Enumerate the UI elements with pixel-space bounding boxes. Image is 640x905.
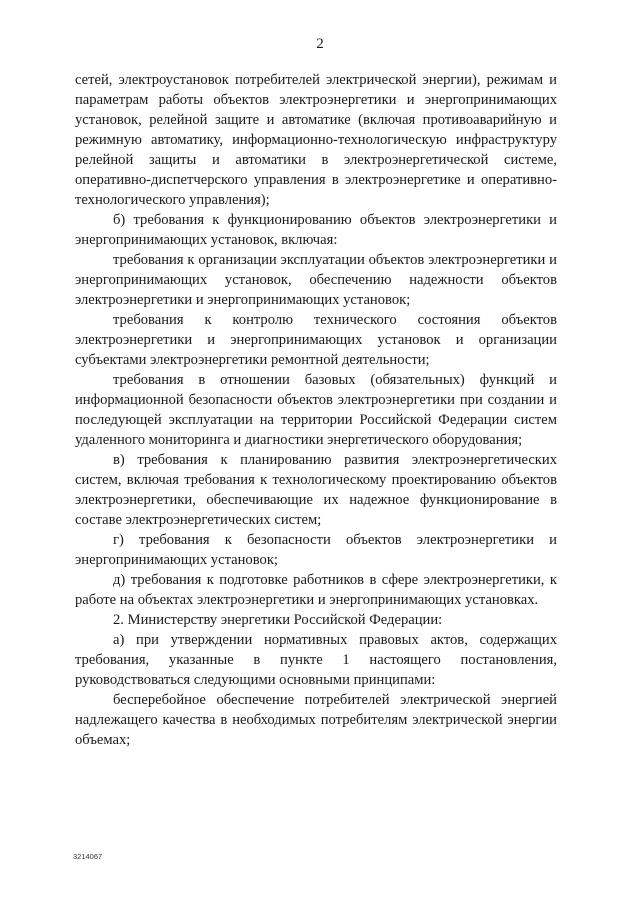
paragraph: д) требования к подготовке работников в сфере электроэнергетики, к работе на объектах электроэнергетики и энергопринимающих установках.	[75, 572, 557, 608]
document-body	[75, 70, 557, 750]
paragraph: сетей, электроустановок потребителей электрической энергии), режимам и параметрам работы объектов электроэнергетики и энергопринимающих установок, релейной защите и автоматике (включая противоаварийную и режимную автоматику, информационно-технологическую инфраструктуру релейной защиты и автоматики в электроэнергетической системе, оперативно-диспетчерского управления в электроэнергетике и оперативно-технологического управления);	[75, 72, 557, 208]
page-number: 2	[316, 36, 324, 52]
paragraph: требования в отношении базовых (обязательных) функций и информационной безопасности объектов электроэнергетики при создании и последующей эксплуатации на территории Российской Федерации систем удаленного мониторинга и диагностики энергетического оборудования;	[75, 372, 557, 448]
paragraph: бесперебойное обеспечение потребителей электрической энергией надлежащего качества в необходимых потребителям электрической энергии объемах;	[75, 692, 557, 748]
paragraph: требования к организации эксплуатации объектов электроэнергетики и энергопринимающих установок, обеспечению надежности объектов электроэнергетики и энергопринимающих установок;	[75, 252, 557, 308]
paragraph: в) требования к планированию развития электроэнергетических систем, включая требования к технологическому проектированию объектов электроэнергетики, обеспечивающие их надежное функционирование в составе электроэнергетических систем;	[75, 452, 557, 528]
document-stamp: 3214067	[73, 852, 103, 861]
paragraph: а) при утверждении нормативных правовых актов, содержащих требования, указанные в пункте 1 настоящего постановления, руководствоваться следующими основными принципами:	[75, 632, 557, 688]
paragraph: г) требования к безопасности объектов электроэнергетики и энергопринимающих установок;	[75, 532, 557, 568]
paragraph: б) требования к функционированию объектов электроэнергетики и энергопринимающих установок, включая:	[75, 212, 557, 248]
paragraph: 2. Министерству энергетики Российской Федерации:	[113, 612, 443, 628]
paragraph: требования к контролю технического состояния объектов электроэнергетики и энергопринимающих установок и организации субъектами электроэнергетики ремонтной деятельности;	[75, 312, 557, 368]
